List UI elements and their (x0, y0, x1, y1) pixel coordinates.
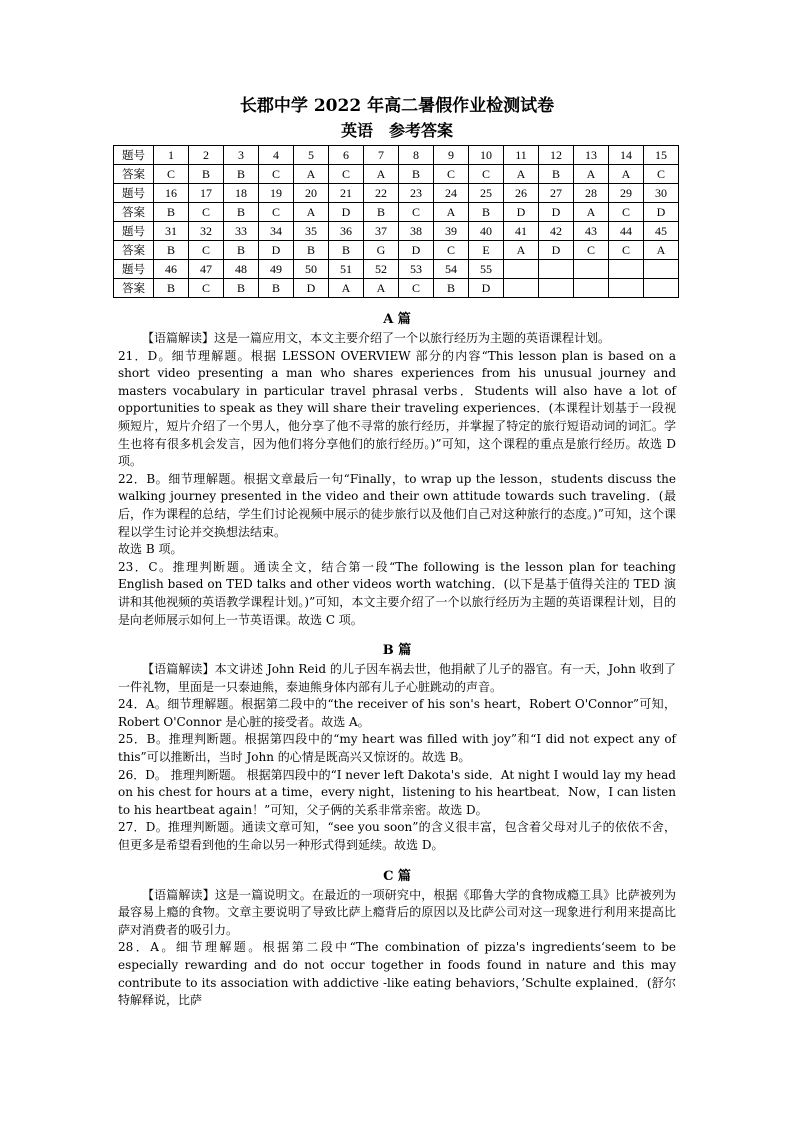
table-row (114, 260, 679, 279)
table-cell: C (189, 279, 224, 298)
table-cell: D (644, 203, 679, 222)
table-cell: 23 (399, 184, 434, 203)
table-cell: A (574, 203, 609, 222)
table-cell: 28 (574, 184, 609, 203)
table-cell (574, 279, 609, 298)
table-cell: A (434, 203, 469, 222)
table-cell: B (224, 165, 259, 184)
answer-explanation: 27．D。推理判断题。通读文章可知，“see you soon”的含义很丰富，包含着父母对儿子的依依不舍，但更多是希望看到他的生命以另一种形式得到延续。故选 D。 (118, 820, 676, 853)
table-cell: C (574, 241, 609, 260)
section-heading: B 篇 (382, 643, 412, 659)
table-cell: 47 (189, 260, 224, 279)
table-cell: 39 (434, 222, 469, 241)
table-cell: 37 (364, 222, 399, 241)
section-heading: A 篇 (383, 312, 411, 327)
table-cell: C (399, 279, 434, 298)
section-intro: 【语篇解读】这是一篇说明文。在最近的一项研究中，根据《耶鲁大学的食物成瘾工具》比萨被列为最容易上瘾的食物。文章主要说明了导致比萨上瘾背后的原因以及比萨公司对这一现象进行利用来提高比萨对消费者的吸引力。 (118, 887, 676, 937)
table-cell: 4 (259, 146, 294, 165)
table-cell: B (329, 241, 364, 260)
table-cell: B (399, 165, 434, 184)
table-cell: B (224, 279, 259, 298)
table-cell: 6 (329, 146, 364, 165)
table-cell: 48 (224, 260, 259, 279)
table-cell: 49 (259, 260, 294, 279)
table-row (114, 279, 679, 298)
table-cell: 8 (399, 146, 434, 165)
table-cell: A (364, 279, 399, 298)
table-cell: A (329, 279, 364, 298)
table-row (114, 146, 679, 165)
row-header-cell: 答案 (114, 165, 154, 184)
row-header-cell: 题号 (114, 260, 154, 279)
table-cell: 11 (504, 146, 539, 165)
table-cell: 22 (364, 184, 399, 203)
table-cell: 9 (434, 146, 469, 165)
table-cell: G (364, 241, 399, 260)
table-cell: 40 (469, 222, 504, 241)
table-cell: 27 (539, 184, 574, 203)
table-cell: 24 (434, 184, 469, 203)
table-cell: D (469, 279, 504, 298)
table-cell: 16 (154, 184, 189, 203)
table-cell: 13 (574, 146, 609, 165)
table-cell: 36 (329, 222, 364, 241)
table-cell (609, 260, 644, 279)
table-cell: 15 (644, 146, 679, 165)
table-cell: 19 (259, 184, 294, 203)
table-cell: 42 (539, 222, 574, 241)
table-cell: 12 (539, 146, 574, 165)
table-cell: C (259, 203, 294, 222)
table-cell: 53 (399, 260, 434, 279)
table-cell: C (434, 241, 469, 260)
table-cell: 38 (399, 222, 434, 241)
table-cell: 2 (189, 146, 224, 165)
table-cell: D (399, 241, 434, 260)
table-cell: 1 (154, 146, 189, 165)
row-header-cell: 答案 (114, 241, 154, 260)
table-cell: 52 (364, 260, 399, 279)
section-heading: C 篇 (383, 868, 411, 884)
section-gap (118, 855, 676, 867)
table-cell: 43 (574, 222, 609, 241)
answer-explanation: 25．B。推理判断题。根据第四段中的“my heart was filled with joy”和“I did not expect any of this”可以推断出，当时 John 的心情是既高兴又惊讶的。故选 B。 (118, 732, 676, 765)
table-cell: B (154, 279, 189, 298)
answer-explanation: 23．C。推理判断题。通读全文，结合第一段“The following is the lesson plan for teaching English based on TED talks and other videos worth watching．(以下是基于值得关注的 TED 演讲和其他视频的英语教学课程计划。)”可知，本文主要介绍了一个以旅行经历为主题的英语课程计划，目的是向老师展示如何上一节英语课。故选 C 项。 (118, 559, 676, 627)
table-row (114, 241, 679, 260)
table-cell: 45 (644, 222, 679, 241)
table-cell: A (504, 165, 539, 184)
table-cell: D (329, 203, 364, 222)
table-cell (504, 279, 539, 298)
table-cell: E (469, 241, 504, 260)
table-cell: C (609, 241, 644, 260)
table-cell: 25 (469, 184, 504, 203)
table-cell: 35 (294, 222, 329, 241)
table-cell: B (224, 203, 259, 222)
section-intro: 【语篇解读】本文讲述 John Reid 的儿子因车祸去世，他捐献了儿子的器官。有一天，John 收到了一件礼物，里面是一只泰迪熊，泰迪熊身体内部有儿子心脏跳动的声音。 (118, 662, 676, 694)
table-cell: 50 (294, 260, 329, 279)
table-cell: 3 (224, 146, 259, 165)
row-header-cell: 题号 (114, 184, 154, 203)
table-cell: 32 (189, 222, 224, 241)
table-cell: C (399, 203, 434, 222)
table-cell: 55 (469, 260, 504, 279)
table-cell: C (434, 165, 469, 184)
table-cell: 51 (329, 260, 364, 279)
table-row (114, 222, 679, 241)
answer-explanation: 26．D。 推理判断题。 根据第四段中的“I never left Dakota's side．At night I would lay my head on his chest for hours at a time，every night，listening to his heartbeat．Now，I can listen to his heartbeat again！”可知，父子俩的关系非常亲密。故选 D。 (118, 767, 676, 817)
table-cell: B (154, 241, 189, 260)
table-cell: A (609, 165, 644, 184)
table-cell (539, 260, 574, 279)
row-header-cell: 题号 (114, 222, 154, 241)
table-cell: 18 (224, 184, 259, 203)
table-cell: 29 (609, 184, 644, 203)
section-gap (118, 629, 676, 641)
table-cell: 31 (154, 222, 189, 241)
table-cell (574, 260, 609, 279)
table-cell (609, 279, 644, 298)
table-cell (539, 279, 574, 298)
row-header-cell: 题号 (114, 146, 154, 165)
table-cell: A (364, 165, 399, 184)
table-cell (504, 260, 539, 279)
table-cell: C (154, 165, 189, 184)
table-cell: D (504, 203, 539, 222)
table-cell: B (154, 203, 189, 222)
table-row (114, 165, 679, 184)
table-cell: C (609, 203, 644, 222)
table-cell: 7 (364, 146, 399, 165)
table-cell: A (294, 203, 329, 222)
table-cell: 34 (259, 222, 294, 241)
table-cell: A (294, 165, 329, 184)
answer-explanation: 22．B。细节理解题。根据文章最后一句“Finally，to wrap up the lesson，students discuss the walking journey presented in the video and their own attitude towards such traveling．(最后，作为课程的总结，学生们讨论视频中展示的徒步旅行以及他们自己对这种旅行的态度。)”可知，这个课程以学生讨论并交换想法结束。 (118, 471, 676, 539)
table-cell: D (539, 203, 574, 222)
table-cell: A (644, 241, 679, 260)
table-row (114, 203, 679, 222)
table-cell: 54 (434, 260, 469, 279)
table-cell (644, 260, 679, 279)
table-cell: A (574, 165, 609, 184)
answer-explanation: 21．D。细节理解题。根据 LESSON OVERVIEW 部分的内容“This lesson plan is based on a short video presenting a man who shares experiences from his unusual journey and masters vocabulary in particular travel phrasal verbs．Students will also have a lot of opportunities to speak as they will share their traveling experiences．(本课程计划基于一段视频短片，短片介绍了一个男人，他分享了他不寻常的旅行经历，并掌握了特定的旅行短语动词的词汇。学生也将有很多机会发言，因为他们将分享他们的旅行经历。)”可知，这个课程的重点是旅行经历。故选 D 项。 (118, 348, 676, 469)
row-header-cell: 答案 (114, 279, 154, 298)
table-cell: B (189, 165, 224, 184)
table-cell: C (189, 241, 224, 260)
table-row (114, 184, 679, 203)
answer-explanation: 28．A。细节理解题。根据第二段中“The combination of pizza's ingredients‘seem to be especially rewarding and do not occur together in foods found in nature and this may contribute to its association with addictive -like eating behaviors，’Schulte explained．(舒尔特解释说，比萨 (118, 940, 676, 1008)
table-cell: 41 (504, 222, 539, 241)
table-cell: C (644, 165, 679, 184)
table-cell: C (189, 203, 224, 222)
row-header-cell: 答案 (114, 203, 154, 222)
table-cell: 30 (644, 184, 679, 203)
table-cell: B (259, 279, 294, 298)
table-cell: A (504, 241, 539, 260)
table-cell: C (469, 165, 504, 184)
page-title: 长郡中学 2022 年高二暑假作业检测试卷 (239, 96, 555, 116)
table-cell: B (539, 165, 574, 184)
answer-explanation: 24．A。细节理解题。根据第二段中的“the receiver of his son's heart，Robert O'Connor”可知，Robert O'Connor 是心脏的接受者。故选 A。 (118, 697, 676, 729)
table-cell: 5 (294, 146, 329, 165)
table-cell: C (329, 165, 364, 184)
table-cell: 17 (189, 184, 224, 203)
table-cell: 10 (469, 146, 504, 165)
table-cell: B (224, 241, 259, 260)
table-cell: C (259, 165, 294, 184)
explanation-content (118, 310, 676, 1010)
table-cell: 33 (224, 222, 259, 241)
table-cell: D (294, 279, 329, 298)
table-cell (644, 279, 679, 298)
answer-explanation: 故选 B 项。 (118, 542, 183, 557)
table-cell: 44 (609, 222, 644, 241)
section-intro: 【语篇解读】这是一篇应用文，本文主要介绍了一个以旅行经历为主题的英语课程计划。 (142, 331, 611, 345)
answer-table (113, 145, 679, 298)
table-cell: 21 (329, 184, 364, 203)
table-cell: 46 (154, 260, 189, 279)
table-cell: 20 (294, 184, 329, 203)
table-cell: B (294, 241, 329, 260)
table-cell: B (434, 279, 469, 298)
table-cell: D (539, 241, 574, 260)
table-cell: D (259, 241, 294, 260)
page-subtitle: 英语 参考答案 (340, 121, 453, 140)
table-cell: 14 (609, 146, 644, 165)
table-cell: 26 (504, 184, 539, 203)
table-cell: B (364, 203, 399, 222)
table-cell: B (469, 203, 504, 222)
